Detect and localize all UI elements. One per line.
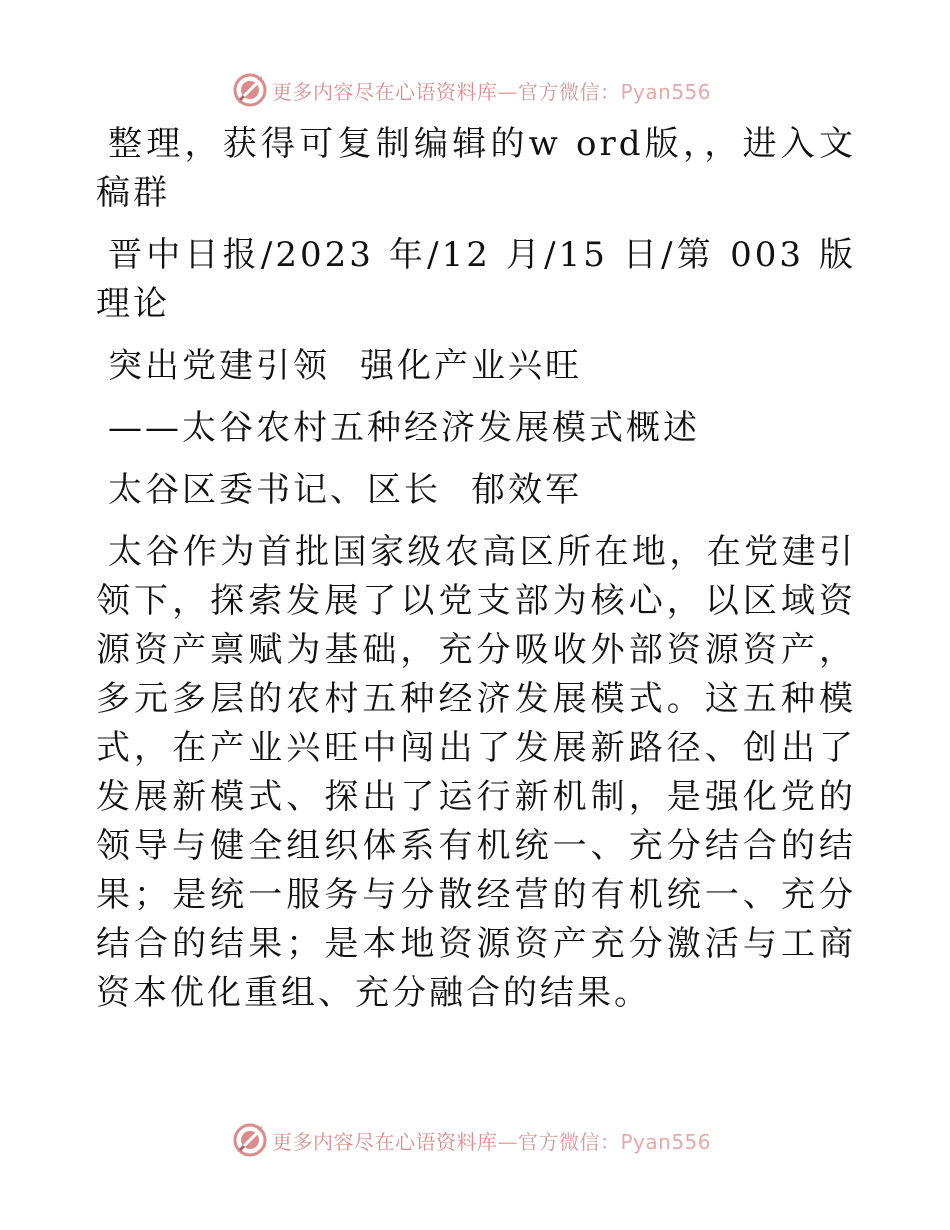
watermark-text — [272, 76, 711, 105]
watermark-wechat-label: 官方微信： — [518, 1129, 621, 1154]
title-part-2: 强化产业兴旺 — [360, 346, 582, 386]
watermark-banner-bottom — [232, 1120, 711, 1160]
author-title: 太谷区委书记、区长 — [108, 470, 441, 510]
article-subtitle: ——太谷农村五种经济发展模式概述 — [108, 408, 700, 448]
title-part-1: 突出党建引领 — [108, 346, 330, 386]
author-name: 郁效军 — [471, 470, 582, 510]
source-line: 晋中日报/2023 年/12 月/15 日/第 003 版理论 — [96, 235, 856, 324]
watermark-dash: — — [497, 79, 518, 104]
watermark-wechat-id: Pyan556 — [620, 79, 712, 104]
watermark-site-text: 更多内容尽在心语资料库 — [272, 79, 498, 104]
pen-circle-logo-icon — [232, 72, 268, 108]
pen-circle-logo-icon — [232, 1122, 268, 1158]
document-body — [96, 120, 856, 1031]
watermark-wechat-id: Pyan556 — [620, 1129, 712, 1154]
watermark-site-text: 更多内容尽在心语资料库 — [272, 1129, 498, 1154]
author-line — [96, 466, 856, 515]
article-title — [96, 342, 856, 391]
watermark-dash: — — [497, 1129, 518, 1154]
watermark-text — [272, 1126, 711, 1155]
watermark-banner-top — [232, 70, 711, 110]
intro-line: 整理，获得可复制编辑的w ord版，，进入文稿群 — [96, 124, 856, 213]
watermark-wechat-label: 官方微信： — [518, 79, 621, 104]
body-paragraph: 太谷作为首批国家级农高区所在地，在党建引领下，探索发展了以党支部为核心，以区域资源资产禀赋为基础，充分吸收外部资源资产，多元多层的农村五种经济发展模式。这五种模式，在产业兴旺中闯出了发展新路径、创出了发展新模式、探出了运行新机制，是强化党的领导与健全组织体系有机统一、充分结合的结果；是统一服务与分散经营的有机统一、充分结合的结果；是本地资源资产充分激活与工商资本优化重组、充分融合的结果。 — [96, 532, 856, 1013]
